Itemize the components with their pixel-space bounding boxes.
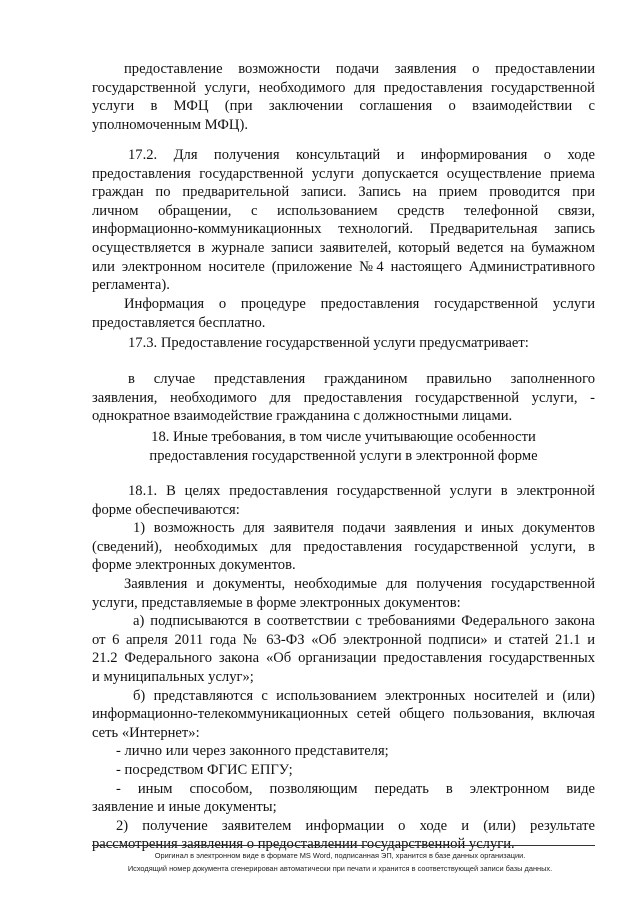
text-line: или электронном носителе (приложение №4 настоящего Административного [92,258,595,275]
text-line: уполномоченным МФЦ). [92,116,248,133]
text-line: граждан по предварительной записи. Запись на прием проводится при [92,184,595,201]
text-line: 17.3. Предоставление государственной услуги предусматривает: [128,335,529,351]
text-line: и муниципальных услуг»; [92,668,254,685]
text-line: Заявления и документы, необходимые для получения государственной [124,575,595,592]
text-line: в случае представления гражданином правильно заполненного [128,371,595,387]
text-line: заявления, необходимого для предоставления государственной услуги, - [92,389,595,406]
text-line: предоставляется бесплатно. [92,314,266,331]
heading-line: 18. Иные требования, в том числе учитывающие особенности [151,429,536,445]
text-line: Информация о процедуре предоставления государственной услуги [124,296,595,312]
text-line: государственной услуги, необходимого для предоставления государственной [92,79,595,96]
text-line: информационно-коммуникационных технологий. Предварительная запись [92,221,595,238]
paragraph-info-free [92,295,595,332]
text-line: осуществляется в журнале записи заявителей, который ведется на бумажном [92,239,595,256]
text-line: услуги, представляемые в форме электронных документов: [92,594,461,611]
text-line: 18.1. В целях предоставления государственной услуги в электронной [128,483,595,499]
heading-line: предоставления государственной услуги в электронной форме [149,447,538,464]
text-line: - посредством ФГИС ЕПГУ; [116,761,293,778]
footer-note: Исходящий номер документа сгенерирован автоматически при печати и хранится в соответствующей записи базы данных. [127,864,553,873]
text-line: от 6 апреля 2011 года № 63-ФЗ «Об электронной подписи» и статей 21.1 и [92,631,595,648]
paragraph-mfc [92,60,595,134]
footer-divider [92,845,595,846]
text-line: 21.2 Федерального закона «Об организации предоставления государственных [92,650,595,667]
text-line: а) подписываются в соответствии с требованиями Федерального закона [133,613,595,630]
text-line: регламента). [92,277,170,294]
paragraph-17-2 [92,146,595,295]
footer-note: Оригинал в электронном виде в формате MS Word, подписанная ЭП, хранится в базе данных организации. [154,851,526,860]
text-line: - иным способом, позволяющим передать в электронном виде [116,780,595,797]
text-line: (сведений), необходимых для предоставления государственной услуги, в [92,538,595,555]
section-heading-18 [92,428,595,465]
text-line: предоставления государственной услуги допускается осуществление приема [92,165,595,182]
text-line: б) представляются с использованием электронных носителей и (или) [133,687,595,704]
text-line: форме обеспечиваются: [92,501,240,518]
text-line: услуги в МФЦ (при заключении соглашения о взаимодействии с [92,98,595,115]
text-line: - лично или через законного представителя; [116,743,389,760]
text-line: форме электронных документов. [92,557,296,574]
text-line: 2) получение заявителем информации о ходе и (или) результате [116,817,595,834]
paragraph-single-interaction [92,370,595,426]
text-line: рассмотрения заявления о предоставлении государственной услуги. [92,836,515,853]
text-line: однократное взаимодействие гражданина с должностными лицами. [92,408,513,425]
text-line: 1) возможность для заявителя подачи заявления и иных документов [133,520,595,537]
text-line: личном обращении, с использованием средств телефонной связи, [92,202,595,219]
text-line: предоставление возможности подачи заявления о предоставлении [124,61,595,77]
paragraph-17-3 [92,334,595,353]
text-line: информационно-телекоммуникационных сетей общего пользования, включая [92,706,595,723]
text-line: сеть «Интернет»: [92,724,200,741]
text-line: заявление и иные документы; [92,799,277,816]
paragraph-18-1 [92,482,595,854]
text-line: 17.2. Для получения консультаций и информирования о ходе [128,147,595,163]
